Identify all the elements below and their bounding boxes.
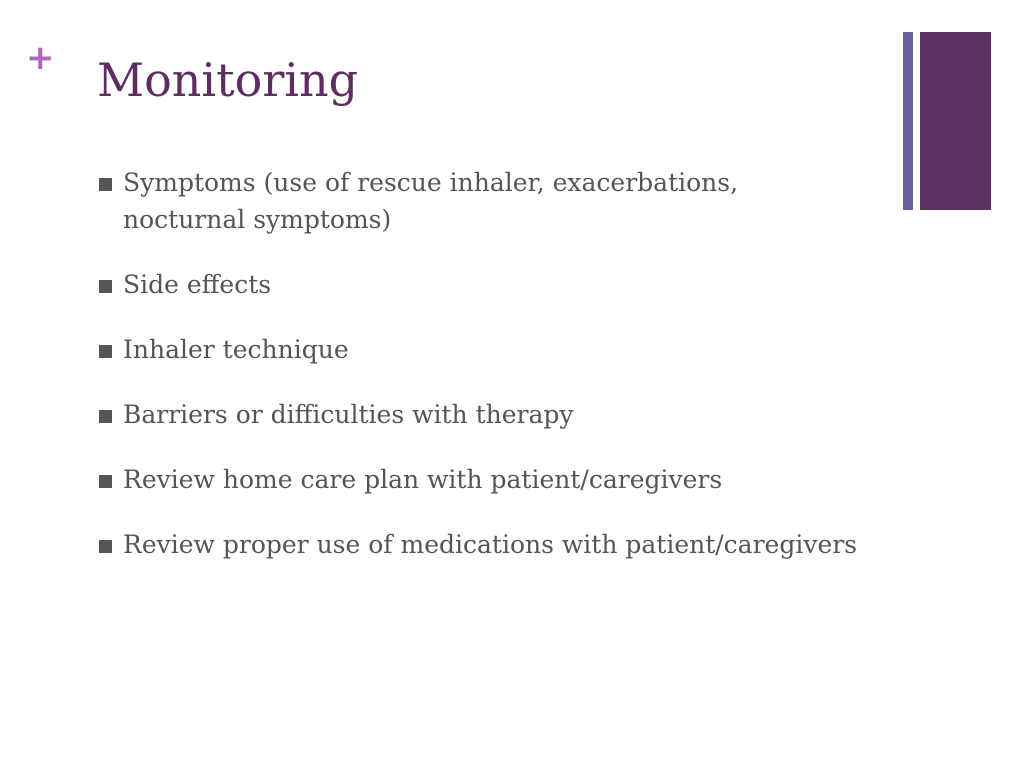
- bullet-item: [99, 526, 859, 563]
- bullet-text: Review proper use of medications with patient/caregivers: [123, 530, 858, 559]
- square-bullet-icon: [99, 410, 112, 423]
- bullet-item: [99, 164, 859, 238]
- slide-title: Monitoring: [97, 53, 359, 107]
- bullet-text: Side effects: [123, 270, 272, 299]
- bullet-item: [99, 266, 859, 303]
- square-bullet-icon: [99, 280, 112, 293]
- square-bullet-icon: [99, 540, 112, 553]
- square-bullet-icon: [99, 178, 112, 191]
- decorative-bar-thin: [903, 32, 913, 210]
- bullet-text: Review home care plan with patient/caregivers: [123, 465, 723, 494]
- bullet-text: Inhaler technique: [123, 335, 349, 364]
- plus-icon: +: [26, 38, 55, 78]
- bullet-list: [99, 164, 859, 591]
- bullet-item: [99, 461, 859, 498]
- bullet-text: Symptoms (use of rescue inhaler, exacerbations, nocturnal symptoms): [123, 168, 739, 234]
- bullet-item: [99, 331, 859, 368]
- square-bullet-icon: [99, 345, 112, 358]
- decorative-bar-thick: [920, 32, 991, 210]
- square-bullet-icon: [99, 475, 112, 488]
- bullet-item: [99, 396, 859, 433]
- bullet-text: Barriers or difficulties with therapy: [123, 400, 574, 429]
